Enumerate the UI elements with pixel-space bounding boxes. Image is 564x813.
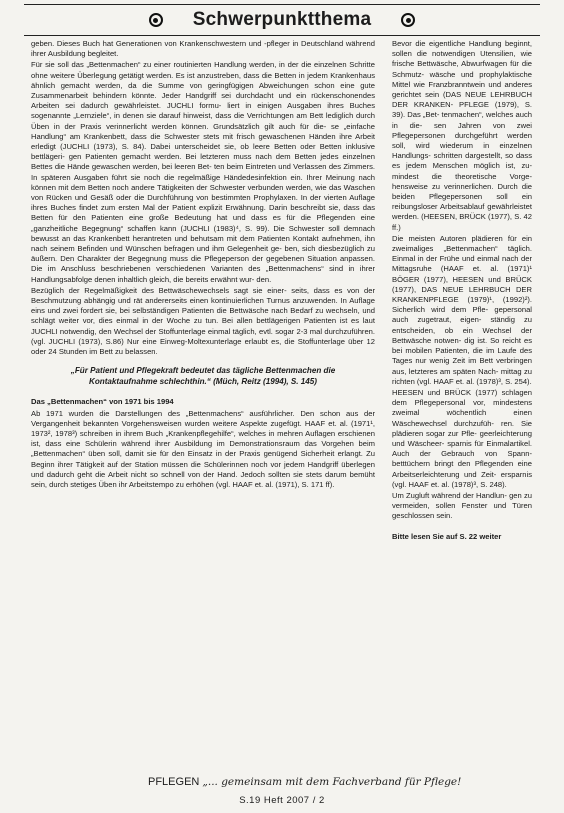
section-heading: Das „Bettenmachen“ von 1971 bis 1994 xyxy=(31,397,174,407)
left-column xyxy=(31,39,375,753)
right-column xyxy=(392,39,532,753)
paragraph: Die meisten Autoren plädieren für ein zweimaliges „Bettenmachen“ täglich. Einmal in der Frühe und einmal nach der Mittagsruhe (HAAF et. al. (1971)¹ BÖGER (1977), HEESEN und BRÜCK (1977), DAS NEUE LEHRBUCH DER KRANKENPFLEGE (1979)¹, (1992)²). Sicherlich wird dem Pfle- gepersonal auch zugetraut, eigen- ständig zu entscheiden, ob ein Wechsel der Bettwäsche notwen- dig ist. So reicht es bei mobilen Patienten, die im Laufe des Tages nur wenig Zeit im Bett verbringen aus, letzteres am späten Nach- mittag zu richten (vgl. HAAF et. al. (1978)³, S. 254). xyxy=(392,233,532,386)
page-title: Schwerpunktthema xyxy=(192,9,372,30)
target-icon xyxy=(149,13,163,27)
footer-brand: PFLEGEN xyxy=(148,776,200,788)
pull-quote: „Für Patient und Pflegekraft bedeutet das tägliche Bettenmachen die Kontaktaufnahme schlechthin.“ (Müch, Reitz (1994), S. 145) xyxy=(70,366,336,386)
paragraph: HEESEN und BRÜCK (1977) schlagen dem Pflegepersonal vor, mindestens zweimal wöchentlich einen Wäschewechsel durchzufüh- ren. Sie plädieren sogar zur Pfle- geerleichterung und Wäscheer- sparnis für Einmalartikel. Auch der Gebrauch von Spann- betttüchern bringt den Pflegenden eine Arbeitserleichterung und Zeit- ersparnis (vgl. HAAF et. al. (1978)³, S. 248). xyxy=(392,387,532,489)
paragraph: Ab 1971 wurden die Darstellungen des „Bettenmachens“ ausführlicher. Den schon aus der Vergangenheit bekannten Vorgehensweisen wurden weitere Aspekte zugefügt. HAAF et. al. (1971¹, 1973², 1978³) schreiben in ihrem Buch „Krankenpflegehilfe“, welches in mehren Auflagen erschienen ist, dass eine Schülerin während ihrer Ausbildung im Demonstrationsraum das Vorgehen beim „Bettenmachen“ üben soll, damit sie für den Einsatz in der Praxis genügend Sicherheit erlangt. Zu Beginn ihrer Tätigkeit auf der Station müssen die Schülerinnen noch vor jedem Handgriff überlegen und dadurch geht die Arbeit nicht so schnell von der Hand. Jedoch sollten sie stets darum bemüht sein, durch stetiges Üben ihr Arbeitstempo zu erhöhen (vgl. HAAF et. al. (1971), S. 171 ff). xyxy=(31,408,375,489)
footer-slogan xyxy=(148,776,461,788)
page-header xyxy=(24,4,540,36)
paragraph: Um Zugluft während der Handlun- gen zu vermeiden, sollen Fenster und Türen geschlossen sein. xyxy=(392,490,532,521)
target-icon xyxy=(401,13,415,27)
continued-reference: Bitte lesen Sie auf S. 22 weiter xyxy=(392,531,502,541)
paragraph: Bezüglich der Regelmäßigkeit des Bettwäschewechsels sagt sie einer- seits, dass es von der Beschmutzung abhängig und rät andererseits einen kontinuierlichen Turnus anzuwenden. In Auflage eins und zwei fordert sie, bei selbständigen Patienten die Bettwäsche nach Bedarf zu wechseln, und schlägt weiter vor, dies einmal in der Woche zu tun. Bei allen bettlägerigen Patienten ist es laut JUCHLI notwendig, den Wechsel der Stoffunterlage einmal täglich, evtl. sogar 2-3 mal durchzuführen. (vgl. JUCHLI (1973), S.86) Nur eine Einweg-Moltexunterlage erlaubt es, die Stoffunterlage über 12 oder 24 Stunden im Bett zu belassen. xyxy=(31,285,375,357)
paragraph: geben. Dieses Buch hat Generationen von Krankenschwestern und -pfleger in Deutschland während ihrer Ausbildung begleitet. xyxy=(31,39,375,59)
paragraph: Bevor die eigentliche Handlung beginnt, sollen die notwendigen Utensilien, wie frische Bettwäsche, Abwurfwagen für die Schmutz- wäsche und prophylaktische Mittel wie Franzbranntwein und anderes gerichtet sein (DAS NEUE LEHRBUCH DER KRANKEN- PFLEGE (1979), S. 39). Das „Bet- tenmachen“, welches auch in die- sen Jahren von zwei Pflegepersonen durchgeführt werden soll, wird wiederum in einzelnen Handlungs- schritten dargestellt, so dass es jedem Menschen möglich ist, zu- mindest die theoretische Vorge- hensweise zu verinnerlichen. Durch die beiden Pflegepersonen soll ein reibungsloser Arbeitsablauf gewährleistet werden. (HEESEN, BRÜCK (1977), S. 42 ff.) xyxy=(392,39,532,232)
page-number: S.19 Heft 2007 / 2 xyxy=(239,795,325,806)
paragraph: Für sie soll das „Bettenmachen“ zu einer routinierten Handlung werden, in der die einzelnen Schritte ohne weitere Überlegung getätigt werden. Es ist anzustreben, dass die Betten in jedem Krankenhaus ähnlich gemacht werden, da die Summe von geringfügigen Abweichungen schon eine gute Zusammenarbeit behindern könnte. Jeder Handgriff sei durchdacht und ein rückenschonendes Arbeiten sei dadurch gewährleistet. JUCHLI formu- liert in einigen Ausgaben ihres Buches sogenannte „Lernziele“, in denen sie darauf hinweist, dass die Verrichtungen am Bett lediglich durch Üben in der Praxis verinnerlicht werden können. Grundsätzlich gilt auch für die- se „einfache Handlung“ am Krankenbett, dass die Schwester stets mit frisch gewaschenen Händen ihre Arbeit erledigt (JUCHLI (1973), S. 84). Dabei unterscheidet sie, ob leere Betten oder Betten inklusive bettlägeri- gen Patienten gemacht werden. Bei letzteren muss nach dem Betten jedes einzelnen Bettes die Hände gewaschen werden, bei leeren Bet- ten beim Eintreten und Verlassen des Zimmers. In späteren Ausgaben führt sie noch die regelmäßige Händedesinfektion ein. Ihrer Meinung nach können mit dem Betten noch andere Tätigkeiten der Schwester verbunden werden, wie das Waschen von Rücken und Gesäß oder die Durchführung von bestimmten Prophylaxen. In der vierten Auflage ihres Buches findet zum ersten Mal der Patient explizit Erwähnung. Darin beschreibt sie, dass das Betten für den Patienten eine große Bedeutung hat und dass es für die Pflegenden eine „ganzheitliche Begegnung“ schaffen kann (JUCHLI (1983)⁴, S. 99). Die Schwester soll demnach bewusst an das Krankenbett herantreten und behutsam mit dem Patienten Kontakt aufnehmen, ihn nach seinem Befinden und Wünschen befragen und ihm Gelegenheit ge- ben, sich diesbezüglich zu äußern. Den Charakter der Begegnung muss die Pflegeperson der gegebenen Situation anpassen. Die im Anschluss beschriebenen verschiedenen Varianten des „Bettenmachens“ sind in ihrer Handlungsabfolge denen inhaltlich gleich, die bereits erwähnt wur- den. xyxy=(31,60,375,284)
footer-tagline: „... gemeinsam mit dem Fachverband für Pflege! xyxy=(202,776,462,788)
